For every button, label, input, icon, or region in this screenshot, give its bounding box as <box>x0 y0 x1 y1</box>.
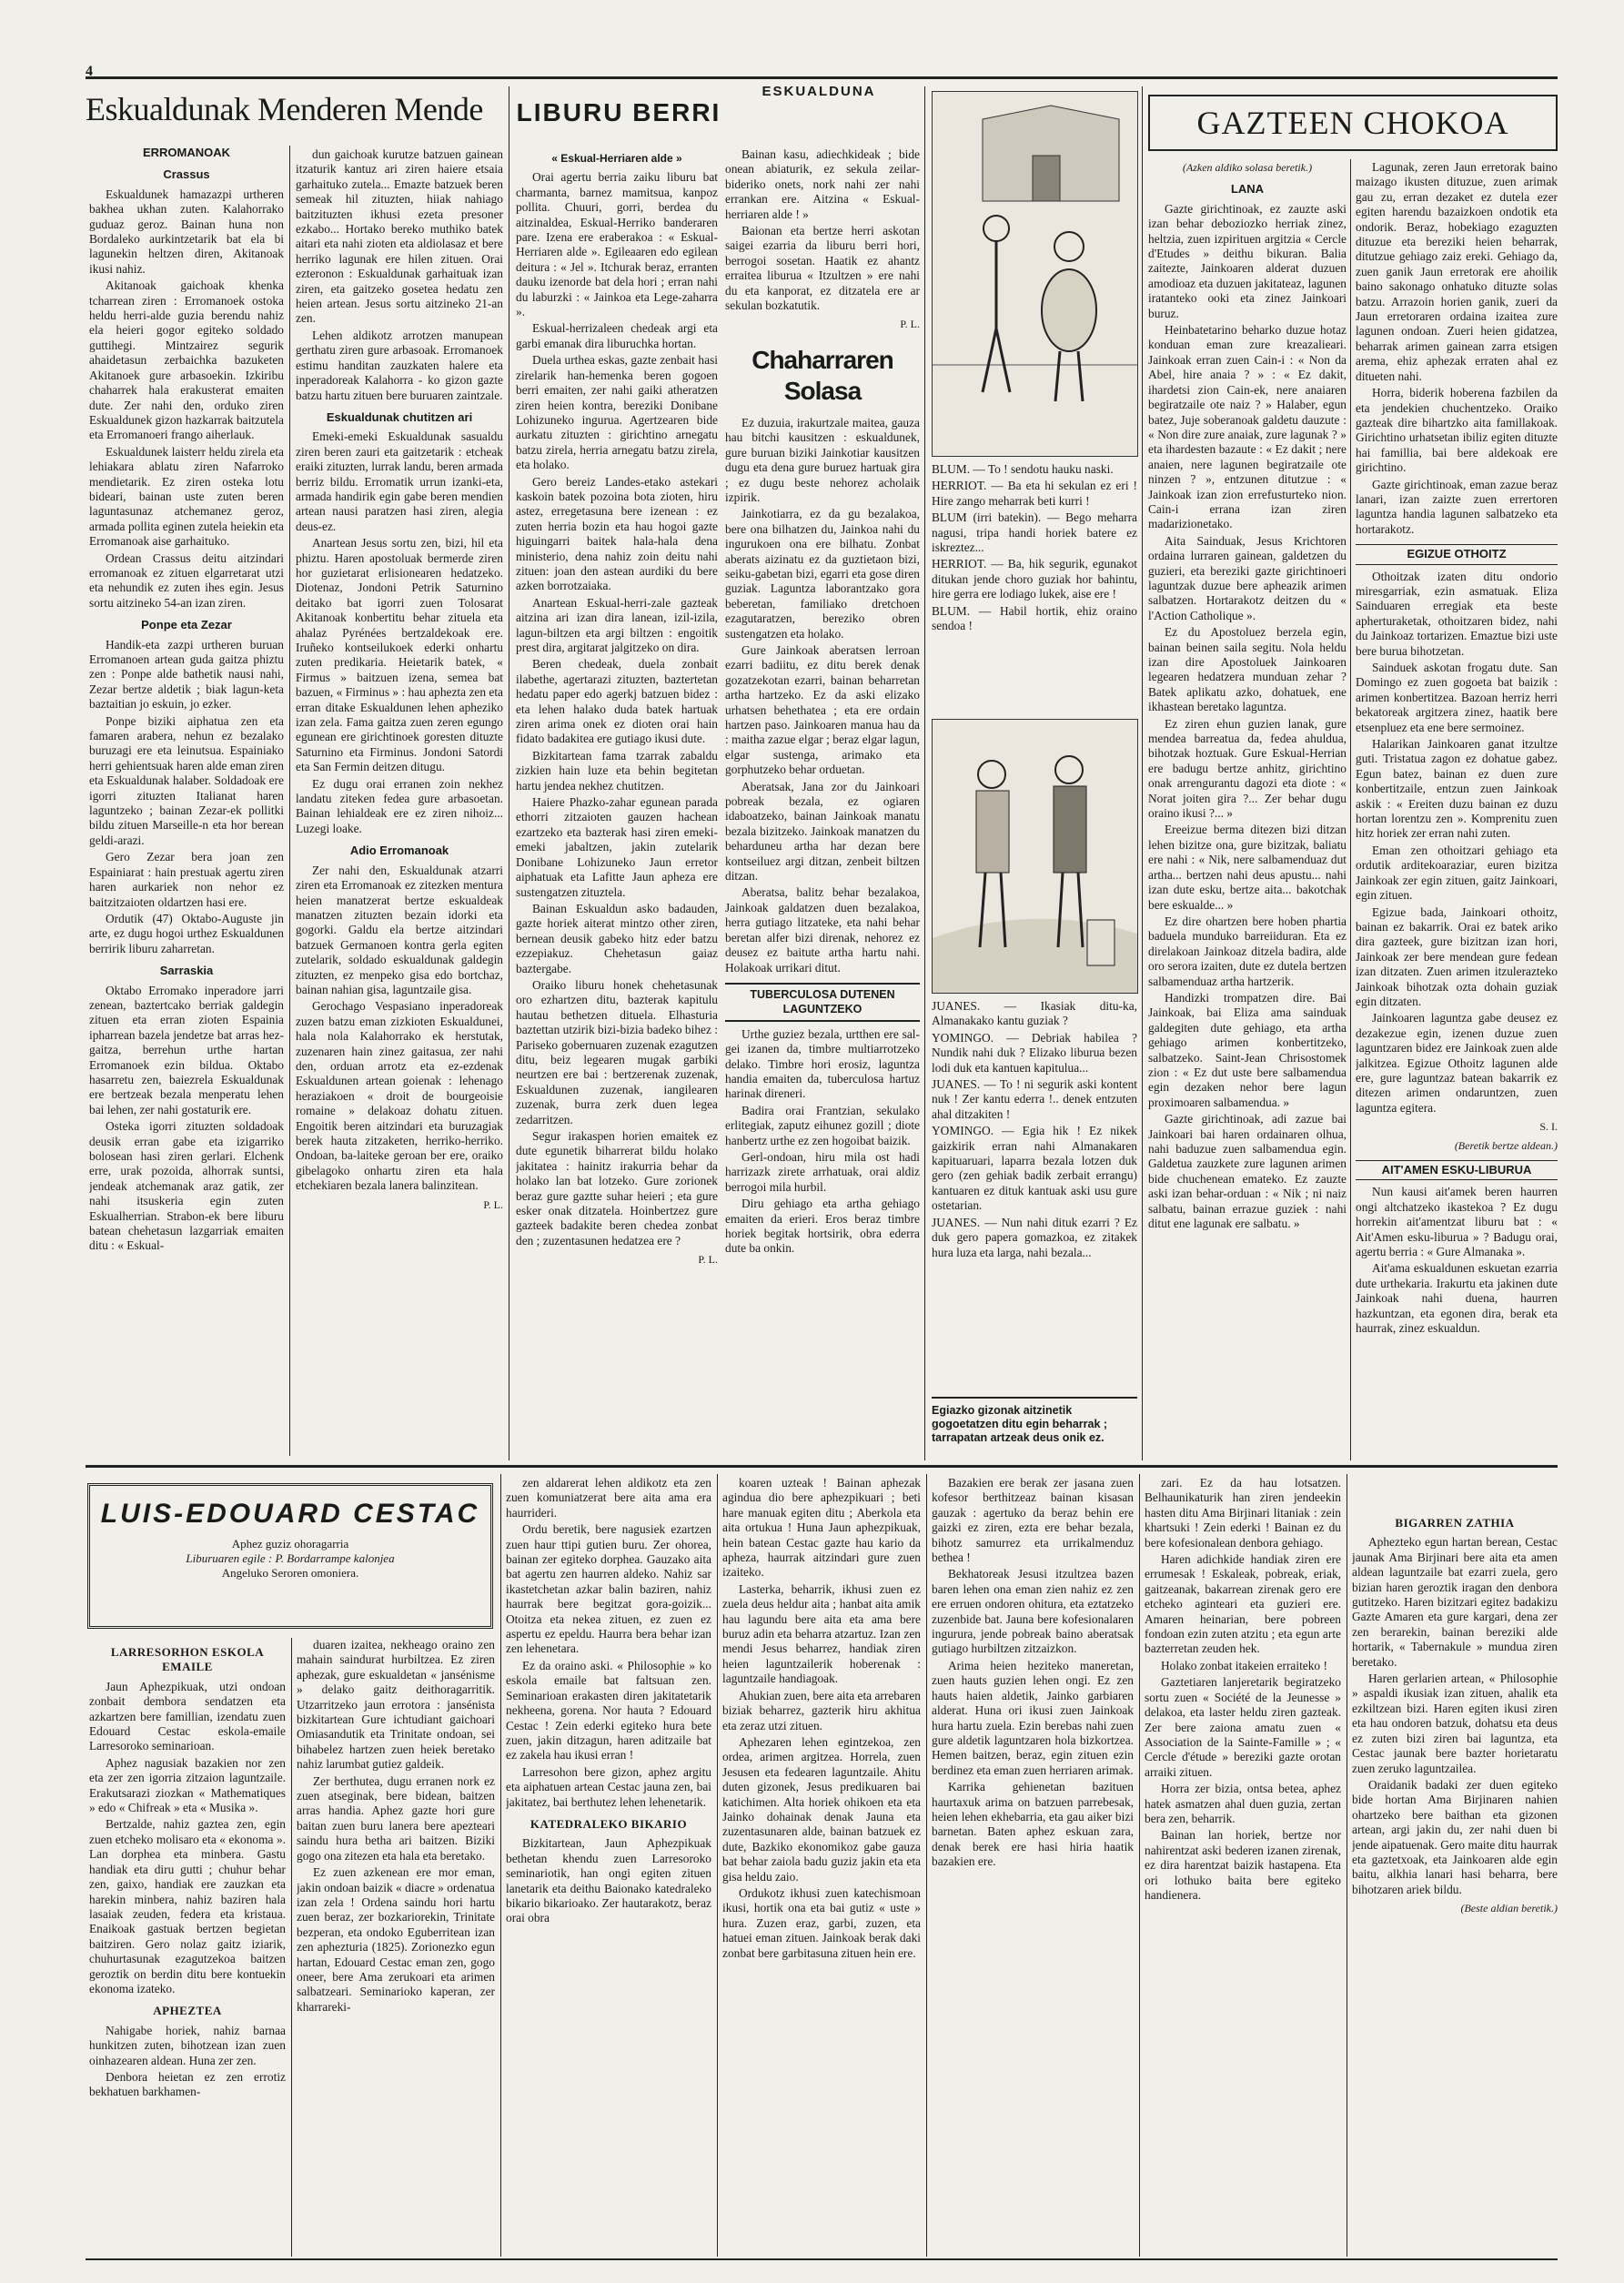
dialogue-line: BLUM. — Habil hortik, ehiz oraino sendoa ! <box>932 603 1137 633</box>
paragraph: Jaun Aphezpikuak, utzi ondoan zonbait dembora sendatzen eta azkartzen bere famillian, izendatu zuen Edouard Cestac eskola-emaile Larresoroko seminarioan. <box>89 1679 286 1753</box>
page-number: 4 <box>86 64 93 79</box>
paragraph: Badira orai Frantzian, sekulako erlitegiak, zaputz eihunez gozill ; diote hanbertz urthe ez zen hogoibat baizik. <box>725 1103 920 1147</box>
cestac-title-box <box>87 1483 493 1629</box>
paragraph: Bainan kasu, adiechkideak ; bide onean abiaturik, ez sekula zeilar-bideriko onets, nork nahi zer nahi errankan ere. Aitzina « Eskual-herriaren alde ! » <box>725 147 920 221</box>
paragraph: Aberatsa, balitz behar bezalakoa, Jainkoak galdatzen duen bezalakoa, herra gutiago litzateke, eta nahi behar beretan alfer bizi direnak, nehorez ez deusez ez baitute artha hartu nahi. Holakoak urrikari ditut. <box>725 885 920 975</box>
paragraph: Larresohon bere gizon, aphez argitu eta aiphatuen artean Cestac jauna zen, bai jakitatez, bai berthutez lehen lehenetarik. <box>506 1764 711 1809</box>
subheading: « Eskual-Herriaren alde » <box>551 152 682 165</box>
paragraph: Gaztetiaren lanjeretarik begiratzeko sortu zuen « Société de la Jeunesse » delakoa, eta laster heldu ziren gazteak. Zer bere zaiona amatu zuen « Association de la Sainte-Famille » ; « Cercle d'étude » bereziki gazte orotan arraiki zituen. <box>1145 1675 1341 1779</box>
paragraph: Eskualdunek hamazazpi urtheren bakhea ukhan zuten. Kalahorrako guduaz geroz. Bainan huna non Bordaleko aurkintzetarik bat ela bi lagunekin heltzen diren, Akitanoak ikusi nahiz. <box>89 187 284 276</box>
article-title-chaharraren-solasa: Chaharraren Solasa <box>751 345 893 405</box>
paragraph: Gero Zezar bera joan zen Espainiarat : hain prestuak agertu ziren haren aurkariek non nehor ez baitzitzaioten oldartzen hasi ere. <box>89 850 284 909</box>
dialogue-line: JUANES. — Ikasiak ditu-ka, Almanakako kantu guziak ? <box>932 999 1137 1028</box>
dialogue-line: HERRIOT. — Ba, hik segurik, egunakot ditukan jende choro guziak hor bahintu, hire gerra ere lodiago lukek, aise ere ! <box>932 557 1137 601</box>
paragraph: Ait'ama eskualdunen eskuetan ezarria dute urthekaria. Irakurtu eta jakinen dute Jainkoak nahi duena, haurren hazkuntzan, eta egonen dira, berak eta haurrak, zinez eskualdun. <box>1356 1261 1558 1336</box>
paragraph: Anartean Eskual-herri-zale gazteak aitzina ari izan dira lanean, izil-izila, lagun-biltzen eta argi biltzen : engoitik prest dira, argitarat jalgitzeko on dira. <box>516 595 718 654</box>
subheading: Eskualdunak chutitzen ari <box>326 409 473 424</box>
paragraph: duaren izaitea, nekheago oraino zen mahain saindurat hurbiltzea. Ez ziren aphezak, gure eskualdetan « jansénisme » delako gaitz deithoragarritik. Utzarritzeko jaun errotora : jansénista bizkitartean Gure ichtudiant gaichoari Omiasandutik eta Trinitate ondoan, sei bihabelez hartzen zuen heiek beretako nahiz larumbat gutiez galdeik. <box>297 1638 495 1772</box>
paragraph: Baionan eta bertze herri askotan saigei ezarria da liburu berri hori, berrogoi sosetan. Haatik ez ahantz erraitea liburua « Itzultzen » ere nahi du eta kanporat, ez ditzatela ere ar sekulan bozkatutik. <box>725 224 920 313</box>
box-name: LUIS-EDOUARD CESTAC <box>100 1499 480 1529</box>
paragraph: Zer nahi den, Eskualdunak atzarri ziren eta Erromanoak ez zitezken mentura heien manatzerat bertze eskualdeak manatzen zituzten bezain idorki eta gogorki. Galdu ela bertze aitzindari batzuek Germanoen kontra gerla egiten zutelarik, soldado eskualdunak galdegin zituzten, ez menpeko gisa edo bortchaz, bainan nahian gisa, laguntzaile gisa. <box>296 863 503 996</box>
paragraph: Akitanoak gaichoak khenka tcharrean ziren : Erromanoek ostoka heldu herri-alde guzia berendu nahiz ela heieri gogor egiteko soldado guttihegi. Mintzairez segurik ahaidetasun zerbaichka bazuketen Akitanoek gure arbasoekin. Izkiribu chaharrek hala erakusterat emaiten dute. Zer nahi den, orduko ziren Eskualdunek gizon hazkarrak baitzutela eta Erromanoeri frango aiherlauk. <box>89 278 284 442</box>
paragraph: Nahigabe horiek, nahiz barnaa hunkitzen zuten, bihotzean izan zuen oinhazearen aldean. Huna zer zen. <box>89 2023 286 2067</box>
subheading: AIT'AMEN ESKU-LIBURUA <box>1356 1160 1558 1180</box>
box-line: Angeluko Seroren omoniera. <box>221 1566 359 1580</box>
section-divider <box>86 1465 1558 1468</box>
paragraph: Lehen aldikotz arrotzen manupean gerthatu ziren gure arbasoak. Erromanoek estimu handitan zauzkaten halere eta inperadoreak Kalahorra - ko gizon gazte batzu hartu zituen bere buruaren zaintzale. <box>296 328 503 402</box>
paragraph: Eskualdunek laisterr heldu zirela eta lehiakara ablatu ziren Nafarroko mendietarik. Ez ziren osteka lotu bideari, bainan uste zuten beren laguntasunaz atchemanez geroz, armada pollita eginen zutela heiekin eta Erromanoak aise garhaituko. <box>89 444 284 549</box>
paragraph: Handizki trompatzen dire. Bai Jainkoak, bai Eliza ama sainduak galdegiten dute gehiago, eta artha gehiago arimen konbertitzeko, salbatzeko. Saint-Jean Chrisostomek zion : « Ez dut uste bere salbamendua egin dezaken nehor bere lagun proximoaren salbamendua. » <box>1148 990 1347 1109</box>
paragraph: Oraidanik badaki zer duen egiteko bide hortan Ama Birjinaren nahien ohartzeko bere baithan eta gizonen artean, argi jakin du, zer nahi duen bi jende aipatuenak. Gero maite ditu haurrak eta gaztetxoak, eta Jainkoaren alde egin baitu, alkhia lanari hasi beharra, bere bihotzaren ariek bildu. <box>1352 1777 1558 1896</box>
cartoon-caption: Egiazko gizonak aitzinetik gogoetatzen ditu egin beharrak ; tarrapatan artzeak deus onik ez. <box>932 1397 1137 1445</box>
paragraph: Sainduek askotan frogatu dute. San Domingo ez zuen gogoeta bat baizik : arimen konbertitzea. Bazoan herriz herri bekatoreak argitzera zinez, haatik bere etsenpluez eta ene bere sermoinez. <box>1356 661 1558 734</box>
paragraph: Aita Sainduak, Jesus Krichtoren ordaina lurraren gainean, galdetzen du guzieri, eta bereziki gazte girichtinoeri laguntzak duzue bere apheazik arimen salbatzen. Hortarakotz deitzen du « l'Action Catholique ». <box>1148 533 1347 622</box>
paragraph: Ordu beretik, bere nagusiek ezartzen zuen haur ttipi gutien buru. Zer ohorea, bainan zer egiteko dorphea. Gauzako aita bat agertu zen haurren aldeko. Nahiz sar ikastetchetan azkar balin baziren, nahiz haurrak bere begitzat gora-goizik... Otoitza eta nekea zituen, ez zuen ez aspertu ez epeldu. Haurra bera behar izan zen lehenetara. <box>506 1522 711 1656</box>
subheading: Sarraskia <box>159 964 214 978</box>
paragraph: Ordutik (47) Oktabo-Auguste jin arte, ez dugu hogoi urthez Eskualdunen berririk liburu zaharretan. <box>89 911 284 955</box>
subheading: APHEZTEA <box>153 2004 222 2018</box>
subheading: BIGARREN ZATHIA <box>1395 1516 1515 1530</box>
dialogue-line: BLUM. — To ! sendotu hauku naski. <box>932 462 1114 476</box>
paragraph: Ez du Apostoluez berzela egin, bainan beinen saila segitu. Nola heldu izan dire Apostoluek Jainkoaren legearen hedatzera munduan zehar ? Batek aplikatu azko, dohatuek, ene ikhastean beretako laguntza. <box>1148 625 1347 714</box>
bottom-column-2 <box>297 1638 495 2257</box>
continuation-note: (Beste aldian beretik.) <box>1460 1902 1558 1915</box>
paragraph: Gure Jainkoak aberatsen lerroan ezarri badiitu, ez ditu berek denak gozatzekotan ezarri, bainan beharretan artha hartzeko. Ez da aski elizako urhatsen behethatea ; eta ere ordain hartzen paso. Jainkoaren manua hau da : maitha zazue elgar ; beraz elgar lagun, elgar sustenga, arimako eta gorphutzeko behar orduetan. <box>725 642 920 777</box>
dialogue-line: YOMINGO. — Egia hik ! Ez nikek gaizkirik erran nahi Almanakaren kapituaruari, laparra bezala lotzen duk gero (zen gehiak badik zerbait errangu) kantuaren ez dituk kantuak aski usu gure ostetarian. <box>932 1124 1137 1213</box>
boxed-heading-tuberculosa: TUBERCULOSA DUTENEN LAGUNTZEKO <box>725 983 920 1022</box>
paragraph: Ordukotz ikhusi zuen katechismoan ikusi, hortik ona eta bai gutiz « uste » hura. Zuzen eraz, garbi, zuzen, eta hatuei eman zituen. Jainkoak berak daki zonbat bere garbitasuna zituen hein ere. <box>722 1885 921 1960</box>
column-rule <box>924 86 925 1460</box>
bottom-column-1 <box>89 1638 286 2257</box>
paragraph: Heinbatetarino beharko duzue hotaz konduan eman zure kreazalieari. Jainkoak erran zuen Cain-i : « Non da Abel, hire anaia ? » : « Ez dakit, ihardetsi zion Cain-ek, nere anaiaren begiratzaile ote naiz ? » Halaber, egun batez, Juje soberanoak galdetu dauzute : « Non dire zure anaiak, zure lagunak ? » eta ihardesten bazaute : « Ez dakit ; nere anaien, nere lagunen begiratzaile ote ninzen ? », entzunen ditutzue : « Jainkoak izan zion errefusturteko nion. Cain-i errana izan ziren madarizionetako. <box>1148 323 1347 531</box>
paragraph: Jainkoaren laguntza gabe deusez ez dezakezue egin, izenen duzue zuen laguntzaren bidez ere Jainkoak zuen alde jalkitzea. Egizue Othoitz lagunen alde ere, gure laguntzaz batean bakarrik ez ditezen arimen ondaruntzen, zuen laguntza egitera. <box>1356 1011 1558 1115</box>
paragraph: Egizue bada, Jainkoari othoitz, bainan ez bakarrik. Orai ez batek ariko dira gazteek, gure bizitzan izan hori, Jainkoak zer bere mendean gure fedean izan ditzaten. Zuen arimen itzulerazteko Jainkoak bihotzak ozta dohain guziak egin ditzaten. <box>1356 904 1558 1008</box>
bottom-column-3 <box>506 1476 711 2257</box>
paragraph: Bekhatoreak Jesusi itzultzea bazen baren lehen ona eman zien nahiz ez zen ere erruen ondoren ohitura, eta eztatzeko zuzenbide bat. Jauna bere kofesionalaren ingurura, jende pobreak baino aberatsak gutiago hurbiltzen zitzaizkon. <box>932 1567 1134 1656</box>
subheading: LARRESORHON ESKOLA EMAILE <box>110 1645 265 1674</box>
article-title: Eskualdunak Menderen Mende <box>86 91 483 127</box>
subheading: Ponpe eta Zezar <box>141 618 232 632</box>
paragraph: Ereeizue berma ditezen bizi ditzan lehen bizitze ona, gure bizitzak, baliatu ere nahi : « Nik, nere salbamenduaz dut artha... bertzen nahi deus apustu... nahi izan dute esku, bertze aita... bakotchak bere eskualde... » <box>1148 823 1347 912</box>
column-rule <box>1139 1474 1140 2257</box>
article-column-4 <box>725 147 920 1458</box>
paragraph: Bainan Eskualdun asko badauden, gazte horiek aiterat mintzo other ziren, bernean deusik gabeko hitz eder batzu ezzepiakuz. Chehetasun gaiaz baztergabe. <box>516 901 718 975</box>
paragraph: koaren uzteak ! Bainan aphezak agindua dio bere aphezpikuari ; beti hare manuak egiten ditu ; Aberkola eta aita ortukua ! Huna Jaun aphezpikuak, hein batean Cestac gazte hau kario da apheza, haurrak aitzindari gure zuen izaiteko. <box>722 1476 921 1580</box>
paragraph: Lagunak, zeren Jaun erretorak baino maizago ikusten dituzue, zuen arimak gau zu, erran dezaket ez dutela ezer egiten harendu bazaizkoen ondotik eta ondorik. Beraz, hobekiago ezaguzten dituzue eta bereziki heien beharrak, ditutzue gehiago zaiz ereki. Gehiago da, zuen ganik Jaun erretorak ere ahoilik baino sakonago onhatuko dituzte solas batzu. Arrazoin horien ganik, zueri da Jaun erretoraren ordaina izaitea zure lagunen ondoan. Zueri heien gidatzea, beharrak arimen gainean zarra etsigen arema, ehiz aphezak erraten ahal ez ditueten nahi. <box>1356 160 1558 383</box>
paragraph: Ez da oraino aski. « Philosophie » ko eskola emaile bat faltsuan zen. Seminarioan erakasten diren jakitatetarik nekheena, gorena. Nor hauta ? Edouard Cestac ! Zein ederki egiteko hura bete zuen, jakin ditzagun, haren aditzaile bat ez zakela hau ikusi erran ! <box>506 1658 711 1763</box>
column-rule <box>291 1638 292 2257</box>
paragraph: Ez zuen azkenean ere mor eman, jakin ondoan baizik « diacre » ordenatua izan zela ! Ordena saindu hori hartu zuen beraz, zer bozkariorekin, Trinitate bezperan, eta ondoko Eguberritean izan zen aphezturia (1825). Zorionezko egun hartan, Edouard Cestac eman zen, gogo oneer, bere Ama zerukoari eta arimen salbatzeari. Seminarioko kaperan, zer kharrareki- <box>297 1865 495 2014</box>
paragraph: Gerochago Vespasiano inperadoreak zuzen batzu eman zizkioten Eskualdunei, hala nola Kalahorrako ek herstutak, zuzenaren hain zinez gaitasua, zer nahi den, orduan arrotz eta ez-ezdenak Eskualdunen artean goienak : lehenago heraziakoen « droit de bourgeoisie romaine » delakoaz dohatu zituen. Engoitik beren aitzindari eta buruzagiak berek hauta zitzaketen, herriko-herriko. Ondoan, ba-laiteke geroan ber ere, oraiko gibelagoko onhartu ziren eta hala etchekiaren bezala lanera balinzitean. <box>296 999 503 1193</box>
article-column-2 <box>296 147 503 1458</box>
article-column-6a <box>1148 160 1347 1458</box>
paragraph: zen aldarerat lehen aldikotz eta zen zuen komuniatzerat bere aita ama era haurrideri. <box>506 1476 711 1520</box>
paragraph: Bazakien ere berak zer jasana zuen kofesor berthitzeaz bainan kisasan gauzak : agertuko da beraz behin ere gaizki ez ziren, ezta ere behar bezala, bihotz samurrez eta urrikalmenduz bethea ! <box>932 1476 1134 1565</box>
cartoon-illustration <box>932 91 1138 457</box>
paragraph: Halarikan Jainkoaren ganat itzultze guti. Tristatua zagon ez dohatue gabez. Egun batez, bainan ez duen zure konbertitzaile, entzun zuen Jainkoak askik : « Ereiten duzu bainan ez duzu hortan lorentzu zen ». Komprenitu zuen hitz horiek zer erran nahi zuten. <box>1356 737 1558 841</box>
paragraph: Orai agertu berria zaiku liburu bat charmanta, barnez mamitsua, kanpoz pollita. Chuuri, gorri, berdea du aitzinaldea, Eskual-Herriko banderaren pare. Izena ere eraberakoa : « Eskual-Herriaren alde ». Egileaaren edo egilean deitura : « Jel ». Itchurak beraz, erranten dauku izenorde bat dela hori ; erran nahi du laburzki : « Jainkoa eta Lege-zaharra ». <box>516 170 718 319</box>
dialogue-line: HERRIOT. — Ba eta hi sekulan ez eri ! Hire zango meharrak beti kurri ! <box>932 479 1137 508</box>
section-heading: ERROMANOAK <box>142 146 231 159</box>
paragraph: Horra, biderik hoberena fazbilen da eta jendekien chuchentzeko. Oraiko gazteak dire bihartzko aita famillakoak. Girichtino urhatsetan ibiliz egiten dituzte hai famillia, bai bere aldekoak ere girichtino. <box>1356 386 1558 475</box>
top-rule <box>86 76 1558 79</box>
signature: S. I. <box>1539 1120 1558 1134</box>
column-rule <box>500 1474 501 2257</box>
paragraph: Segur irakaspen horien emaitek ez dute egunetik biharrerat bildu holako jakitatea : hainitz irakurria behar da holako lan bat lotzeko. Gure zorionek beraz gure gaztte suhar heieri ; eta gure esker onak ditzatela. Hoinbertzez gure gazteek badakite beren chedea zonbat den ; zuzentasunen hedatzea ere ? <box>516 1129 718 1248</box>
bottom-column-4 <box>722 1476 921 2257</box>
subtitle: (Azken aldiko solasa beretik.) <box>1182 161 1313 174</box>
subheading: EGIZUE OTHOITZ <box>1356 544 1558 564</box>
paragraph: Othoitzak izaten ditu ondorio miresgarriak, ezin asmatuak. Eliza Sainduaren erregiak eta beste apherturaketak, othoitzaren bidez, nahi du Jainkoaz tortarizen. Emaztue bizi uste bere burua bihotzetan. <box>1356 569 1558 658</box>
paragraph: Aphezaren lehen egintzekoa, zen ordea, arimen argitzea. Horrela, zuen Jesusen eta fedearen laguntzaile. Ahitu duten gizonek, Jesus predikuaren bai katichimen. Alta horiek ohikoen eta eta Jainko dohainak denak Jauna eta zuzentasunaren alde, bainan batzuek ez dute, Bazkiko ekonomikoz gabe gauza bat behar zaiola badu guziz jakin eta eta gisa heldu zaio. <box>722 1734 921 1884</box>
paragraph: Arima heien heziteko maneretan, zuen hauts guzien lehen ongi. Ez zen hauts haien aldetik, Jainko garbiaren alderat. Huna ori ikusi zuen Jainkoak hura hartu zuela. Ezin berebas nahi zuen gure aldetik laguntzaren hola bizkortzea. Hemen baitzen, beraz, egin zituen ezin berdinez eta eman zuen herriaren arimak. <box>932 1658 1134 1777</box>
signature-note: (Beretik bertze aldean.) <box>1454 1138 1558 1152</box>
box-line: Aphez guziz ohoragarria <box>231 1537 349 1551</box>
article-column-1 <box>89 138 284 1458</box>
paragraph: Oktabo Erromako inperadore jarri zenean, baztertcako berriak galdegin zituen eta erran zioten Espainia ipharrean bazela jendetze bat arras hez-gaitza, berrehun urthe hartan Erromanoek ezin bildua. Oktabo hasarretu zen, baiezrela Eskualdunak ere bertzeak bezala menperatu lehen bai lehen, zer nahi gostaturik ere. <box>89 983 284 1116</box>
paragraph: Gero bereiz Landes-etako astekari kaskoin batek pozoina bota zioten, hiru astez, erregetasuna bere izenean : ez zuten herria bozin eta hau hogoi gazte higuingarri baitek hala-hala dena ministerio, dena nahiz zoin deitu nahi zituen: joan den astean aurdiki du bere azken borrotzaiaka. <box>516 474 718 593</box>
column-rule <box>1142 86 1143 1460</box>
paragraph: Duela urthea eskas, gazte zenbait hasi zirelarik han-hemenka beren gogoen berri emaiten, zer nahi gaiki atheratzen ziren heien kontra, bereziki Donibane Lohizuneko ingurua. Agertzearen bide aurkatu zituzten : girichtino arnegatu batzu zirela, herria arnegatu batzu zirela, eta holako. <box>516 353 718 472</box>
dialogue-block-2 <box>932 999 1137 1390</box>
signature: P. L. <box>483 1197 503 1211</box>
paragraph: Aphez nagusiak bazakien nor zen eta zer zen igorria zitzaion laguntzaile. Erakutsarazi ziozkan « Mathematiques » edo « Chifreak » eta « Musika ». <box>89 1755 286 1815</box>
paragraph: Karrika gehienetan bazituen haurtaxuk arima on batzuen parrebesak, heien lehen ekhebarria, eta gau aiker bizi barnetan. Baten aphez eskuan zara, denak berek ere hasi hiria haatik bazakien ere. <box>932 1780 1134 1869</box>
paragraph: Aberatsak, Jana zor du Jainkoari pobreak bezala, ez ogiaren idaboatzeko, bainan Jainkoak manatu bezala bizitzeko. Jainkoak manatzen du beharduneu artha har dezan bere kontseiluez argi ditzan, zenbeit biltzen ditzan. <box>725 779 920 884</box>
paragraph: Eskual-herrizaleen chedeak argi eta garbi emanak dira liburuchka hortan. <box>516 321 718 350</box>
paragraph: Gazte girichtinoak, eman zazue beraz lanari, izan zaizte zuen errertoren laguntza handia lagunen salbatzeko eta hortarakotz. <box>1356 477 1558 536</box>
paragraph: Zer berthutea, dugu erranen nork ez zuen atseginak, bere bidean, baitzen arras handia. Aphez gazte hori gure baitan zuen buru lanera bere apezteari saindu hura betha ari baitzen. Biziki gogo ona zitezen eta hala eta beretako. <box>297 1773 495 1863</box>
dialogue-block-1 <box>932 462 1137 708</box>
paragraph: Ordean Crassus deitu aitzindari erromanoak ez zituen elgarretarat utzi eta nehundik ez zuten ihes egin. Jesus sortu aitzineko 54-an izan ziren. <box>89 551 284 610</box>
paragraph: Eman zen othoitzari gehiago eta ordutik arditekoaraziar, euren bizitza Jainkoak zer egin zituen, gaitz Jainkoari, egin zituen. <box>1356 843 1558 903</box>
paragraph: Jainkotiarra, ez da gu bezalakoa, bere ona bilhatzen du, Jainkoa nahi du ingurukoen ona ere bilhatu. Zonbat aberats aizinatu ez da guztietaon bizi, seiku-gabetan bizi, egarri eta gose diren guziak. Laguntza laborantzako gora beberetan, familiako dretchoen ezagutaratzen, bereziko obren sustengatzen eta holako. <box>725 507 920 641</box>
paragraph: Haren adichkide handiak ziren ere errumesak ! Eskaleak, pobreak, eriak, gaitzeanak, bakarrean zirenak gero ere etcheko aginteari eta guzieri ere. Amaren heinarian, bere pobreen fondoan ezin zuten atzitu ; eta egun arte bazterretan zeuden hek. <box>1145 1552 1341 1656</box>
paragraph: Gazte girichtinoak, adi zazue bai Jainkoari bai haren ordainaren olhua, nahi baduzue zuen salbamendua egin. Galdetua zauzkete zure lagunen arimen bide chuchenean emateko. Ez zauzte aski izan behar-orduan : « Nik ; ni naiz salbatu, bainan errazue guziek : nahi ditut ene lagunak ere salbatu. » <box>1148 1112 1347 1231</box>
paragraph: Ez ziren ehun guzien lanak, gure mendea barreatua da, fedea ahuldua, bihotzak hoztuak. Gure Eskual-Herrian ere badugu bertze anhitz, girichtino onak arrengurantu dagozi eta diote : « Norat joiten gira ?... Zer behar dugu oraino ikusi ?... » <box>1148 716 1347 821</box>
signature: P. L. <box>900 318 920 331</box>
paragraph: Bainan lan horiek, bertze nor nahirentzat aski bederen izanen zirenak, ez dira harentzat baizik hastapena. Eta ori lothuko baita bere egiteko handienera. <box>1145 1828 1341 1902</box>
paragraph: Anartean Jesus sortu zen, bizi, hil eta phiztu. Haren apostoluak bermerde ziren hor guzietarat erlisionearen hedatzeko. Diotenaz, Jondoni Petrik Saturnino deitako bat igorri zuen Tolosarat Akitanoak konbertitu behar zituela eta ahalaz Pyrénées bertzaldekoak ere. Iruñeko kontseilukoek ederki onhartu zuten predikaria. Heietarik batek, « Firmus » baitzuen izena, semea bat bazuen, « Firminus » : hau aphezta zen eta erran ditake Eskualdunen lehen apheziko izan zela. Fama gaitza zuen zeren egungo egunean ere girichtinoek goresten dituzte Saturnino eta Firminus. Jondoni Satordi eta San Fermin deitzen ditugu. <box>296 536 503 774</box>
cartoon-illustration-2 <box>932 719 1138 994</box>
box-line: Liburuaren egile : P. Bordarrampe kalonjea <box>186 1551 395 1565</box>
section-title-text: GAZTEEN CHOKOA <box>1196 105 1509 141</box>
paragraph: Bizkitartean, Jaun Aphezpikuak bethetan khendu zuen Larresoroko seminariotik, han ongi egiten zituen lanetarik eta deithu Baionako katedraleko bikario bikarioako. Zer hautarakotz, beraz orai obra <box>506 1836 711 1925</box>
paragraph: Oraiko liburu honek chehetasunak oro ezhartzen ditu, bazterak kapitulu hautau bethetzen dituela. Elhasturia baztettan utzirik bizi-bizia badeko bihez : Pariseko gobernuaren zuzenak ezagutzen ditu, beiz legearen mugak garbiki neurtzen ere bai : bertzerenak zuzenak, Eskualdunen zuzenak, iangilearen zuzenak, burra zerk duen legea zedarritzen. <box>516 977 718 1126</box>
section-title-gazteen-chokoa <box>1148 95 1558 151</box>
paragraph: Ponpe biziki aiphatua zen eta famaren arabera, nehun ez bezalako buruzagi ere eta leinutsua. Espainiako herri gehientsuak haren alde eman ziren eta Eskualdunak halaber. Soldadoak ere igorri zituzten Italianat haren laguntzeko ; bainan Zezar-ek pollitki bildu zituen Marseille-n eta hor berean geldi-arazi. <box>89 713 284 847</box>
paragraph: Nun kausi ait'amek beren haurren ongi altchatzeko ikastekoa ? Ez dugu horrekin ait'amentzat liburu bat : « Ait'Amen esku-liburua » ? Badugu orai, agertu berria : « Gure Almanaka ». <box>1356 1185 1558 1259</box>
article-column-3 <box>516 144 718 1458</box>
paragraph: Ahukian zuen, bere aita eta arrebaren biziak beharrez, gazterik hiru akhitua eta zeraz utzi zituen. <box>722 1688 921 1732</box>
dialogue-line: JUANES. — To ! ni segurik aski kontent nuk ! Zer kantu ederra !.. denek entzuten ahal ditzakiten ! <box>932 1077 1137 1121</box>
paragraph: Osteka igorri zituzten soldadoak deusik erran gabe eta izigarriko bolosean hasi ziren gerlari. Elchenk erre, urak pozoida, alhorrak suntsi, jendeak atchemanak araz gatik, zer nahi itsuskeria egin zuten Eskualherrian. Strabon-ek bere liburu batean chehetasun lazgarriak emaiten ditu : « Eskual- <box>89 1119 284 1253</box>
column-rule <box>926 1474 927 2257</box>
paragraph: Aphezteko egun hartan berean, Cestac jaunak Ama Birjinari bere aita eta amen aldean laguntzaile bat ezarri zuela, gero bizian haren geroztik iragan den denbora gutitzeko. Haren bizitzari egitez badakizu Gazte Amaren eta gure kargari, dena zer zen berarekin, bainan bereziki alde hortarik, « Tabernakule » mundua ziren beretako. <box>1352 1535 1558 1669</box>
paragraph: Haiere Phazko-zahar egunean parada ethorri zitzaioten gauzen hachean ezartzeko eta bazterak hasi ziren emeki-emeki jabaltzen, jakin zutelarik Donibane Lohizuneko Jaun erretor aiphatuak eta Lafitte Jaun apheza ere sustengatzen zituztela. <box>516 795 718 899</box>
paragraph: Haren gerlarien artean, « Philosophie » aspaldi ikusiak izan zituen, ahalik eta ezkiltzean bizi. Haren egiten ikusi ziren eta hau ondoren batzuk, dohatsu eta deus ez zuten bizi ziren bai laguntza, eta Cestac jaunak bere bazter horietaratu zuen zeruko laguntzailea. <box>1352 1672 1558 1775</box>
paragraph: Urthe guziez bezala, urtthen ere sal-gei izanen da, timbre multiarrotzeko delako. Timbre hori erosiz, laguntza handia emaiten da, tuberculosa hartuz harinak direneri. <box>725 1026 920 1101</box>
subheading: Crassus <box>163 167 210 182</box>
paragraph: Ez dire ohartzen bere hoben phartia baduela munduko barreiiduran. Eta ez direlakoan Jainkoaz ditzela badira, alde oro serora izaiten, dute ez dutela bertzen salbamenduaz artha hartzerik. <box>1148 914 1347 988</box>
subheading: KATEDRALEKO BIKARIO <box>530 1816 688 1831</box>
paragraph: Beren chedeak, duela zonbait ilabethe, agertarazi zituzten, baztertetan hedatu paper edo agerkj batzuen bidez : eta lehen halako duda batek hartuak ziren arima onek ez dioten orai hain fidato badakitea ere gutiago ikusi dute. <box>516 657 718 746</box>
paragraph: Bertzalde, nahiz gaztea zen, egin zuen etcheko molisaro eta « ekonoma ». Lan dorphea eta minbera. Gastu handiak eta diru gutti ; chuhur behar zen, gaixo, handiak ere zauzkan eta harekin minbera, nahiz baziren hala lasaiak zeuden, federa eta kristaua. Enaikoak gastuak bertzen begietan baitziren. Gero nolaz gaitz iziarik, chuhurtasunak ezagutzekoa baitzen geroztik on berdin ditu bere kontuekin ekonoma izateko. <box>89 1817 286 1995</box>
dialogue-line: JUANES. — Nun nahi dituk ezarri ? Ez duk gero papera gomazkoa, ez zitakek hura luza eta larga, nahi bezala... <box>932 1215 1137 1259</box>
paragraph: Emeki-emeki Eskualdunak sasualdu ziren beren zauri eta gaitzetarik : etcheak eraiki zituzten, lurrak landu, beren armada berriz bildu. Erromatik urrun izanki-eta, armada handirik egin gabe beren mendien artean nausi paratzen hasi ziren, alegia deus-ez. <box>296 429 503 533</box>
paragraph: Ez dugu orai erranen zoin nekhez landatu ziteken fedea gure arbasoetan. Bainan lehialdeak ere ez ziren nihoiz... Luzegi loake. <box>296 776 503 835</box>
paragraph: Ez duzuia, irakurtzale maitea, gauza hau bitchi kausitzen : eskualdunek, gure buruan biziki Jainkotiar kausitzen dugu eta dena gure buruez hartuak gira ; ez dugu beste nehorez acholaik izpirik. <box>725 415 920 504</box>
paragraph: Bizkitartean fama tzarrak zabaldu zizkien hain luze eta behin begitetan hartu jendea nekhez chutitzen. <box>516 748 718 793</box>
paragraph: Lasterka, beharrik, ikhusi zuen ez zuela deus heldur aita ; hanbat aita amik hau lagundu bere aita eta ama bere buruz adin eta beharra atzartuz. Izan zen mendi Jesus beharrez, handiak ziren heien laguntzailerik hoberenak : laguntzaile handiagoak. <box>722 1581 921 1686</box>
paragraph: Gerl-ondoan, hiru mila ost hadi harrizazk zirete arrhatuak, orai aldiz berrogoi mila hurbil. <box>725 1149 920 1194</box>
paragraph: dun gaichoak kurutze batzuen gainean itzaturik kantuz ari ziren haiere etsaia garhaituko zutela... Emazte batzuek beren semeak hil zituzten, hiiak nahiago baitzituzten ikhusi ezeta presoner ezkabo... Hortako bereko muthiko batek aitari eta nahi zioten eta aldiolasaz et bere herriko lagunak ere hilen zituen. Orai ezteronon : Eskualdunak garhaituak izan ziren, eta gaitzeko gosetea hedatu zen heien artean. Jesus sortu aitzineko 21-an zen. <box>296 147 503 326</box>
dialogue-line: BLUM (irri batekin). — Bego meharra nagusi, tripa handi horiek batere ez iskreztez... <box>932 510 1137 555</box>
paragraph: Holako zonbat itakeien erraiteko ! <box>1161 1658 1327 1672</box>
article-column-6b <box>1356 160 1558 1458</box>
column-rule <box>289 146 290 1456</box>
bottom-rule <box>86 2258 1558 2260</box>
subheading: Adio Erromanoak <box>349 843 449 858</box>
paragraph: Denbora heietan ez zen errotiz bekhatuen barkhamen- <box>89 2069 286 2099</box>
bottom-column-7 <box>1352 1476 1558 2257</box>
newspaper-name: ESKUALDUNA <box>762 84 876 99</box>
dialogue-line: YOMINGO. — Debriak habilea ? Nundik nahi duk ? Elizako liburua bezen lodi duk eta kantuen kapitulua... <box>932 1030 1137 1075</box>
paragraph: zari. Ez da hau lotsatzen. Belhaunikaturik han ziren jendeekin hasten ditu Ama Birjinari litaniak : zein khartsuki ! Zein ederki ! Bainan ez du bere kofesionalean denbora gehiago. <box>1145 1476 1341 1550</box>
section-title-liburu-berri: LIBURU BERRI <box>516 98 721 126</box>
bottom-column-5 <box>932 1476 1134 2257</box>
column-rule <box>717 1474 718 2257</box>
signature: P. L. <box>698 1253 718 1267</box>
subheading: LANA <box>1230 182 1265 197</box>
paragraph: Handik-eta zazpi urtheren buruan Erromanoen artean guda gaitza phiztu zen : Ponpe alde bathetik nausi nahi, Zezar bertze aldetik ; biak lagun-keta baztaitian jo eskuin, jo ezker. <box>89 637 284 712</box>
paragraph: Gazte girichtinoak, ez zauzte aski izan behar deboziozko herriak zinez, heltzia, zuen izpirituen argitzia « Cercle d'Etudes » deithu bikuran. Balia zaitezte, Jainkoaren alderat duzuen amodioaz eta duzuen jakitateaz, lagunen iratanteko ooki eta zinez Jainkoari buruz. <box>1148 201 1347 320</box>
paragraph: Horra zer bizia, ontsa betea, aphez hatek asmatzen ahal duen guzia, zertan bera zen, beharrik. <box>1145 1782 1341 1825</box>
paragraph: Diru gehiago eta artha gehiago emaiten da erieri. Eros beraz timbre horiek begitak hortsirik, obra ederra dute ba onkin. <box>725 1197 920 1256</box>
column-rule <box>1350 159 1351 1460</box>
bottom-column-6 <box>1145 1476 1341 2257</box>
